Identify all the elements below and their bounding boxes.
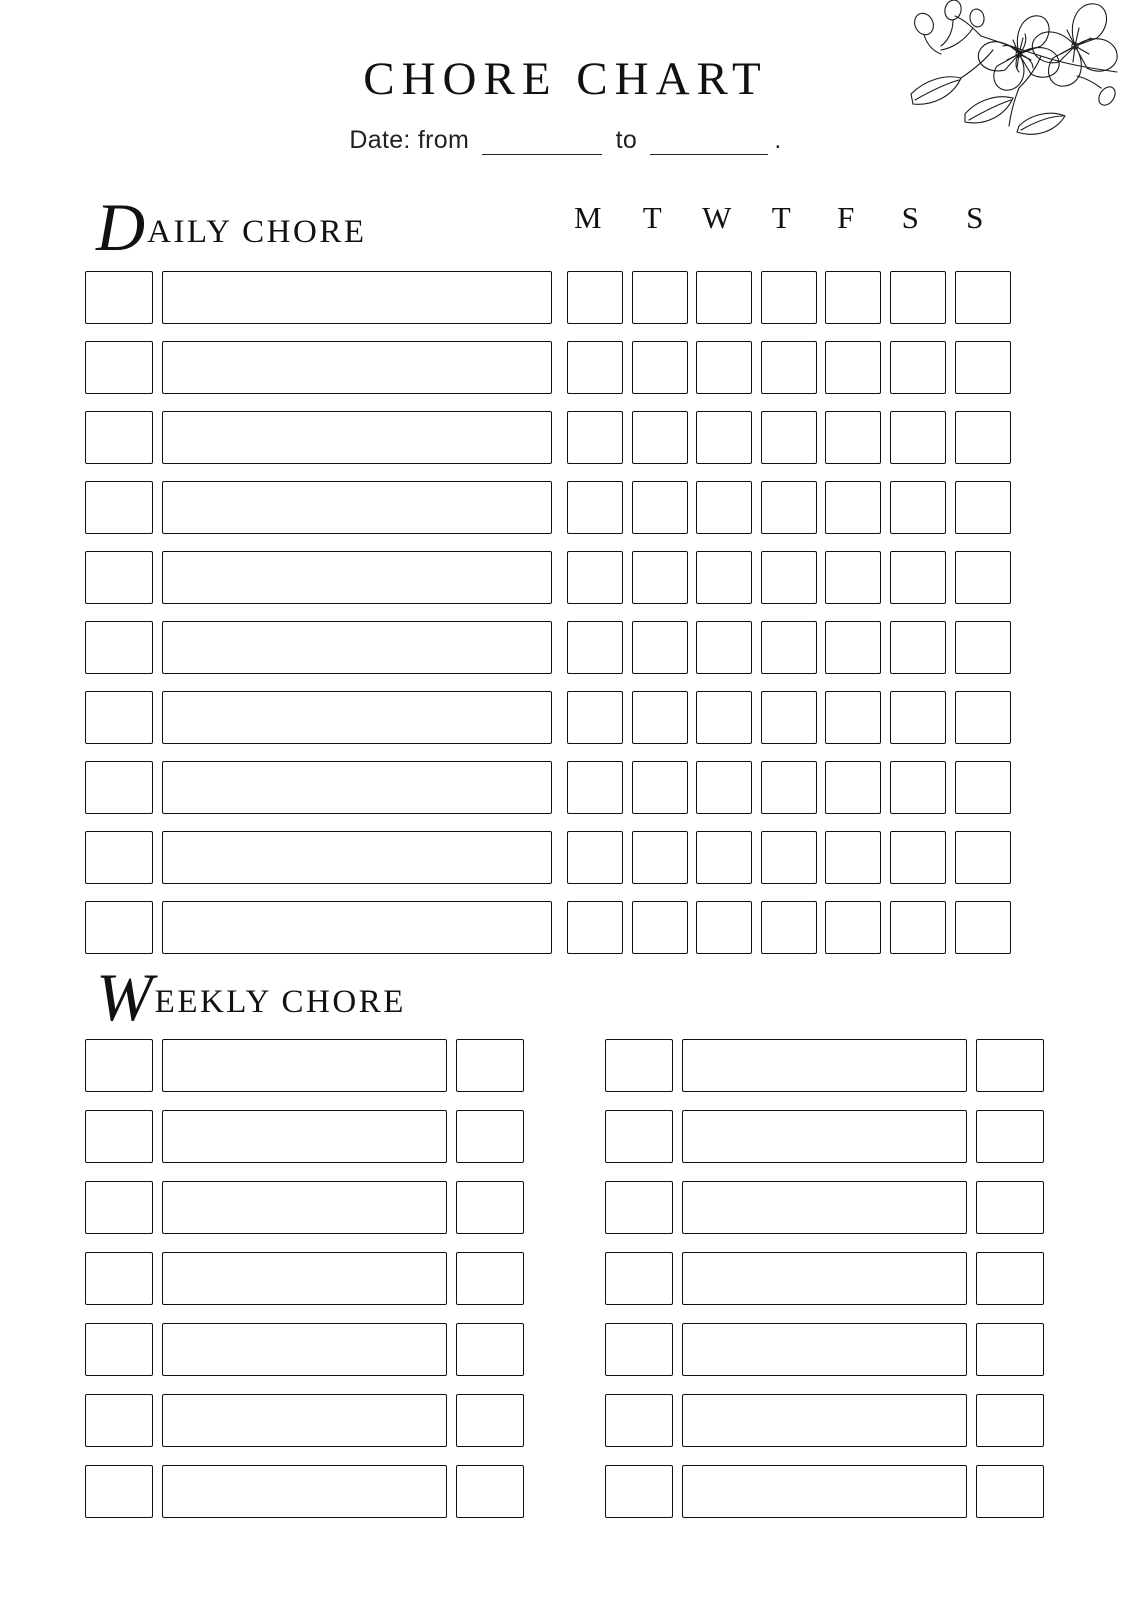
day-letter-header xyxy=(556,200,1008,236)
weekly-row-task-field[interactable] xyxy=(162,1039,447,1092)
daily-row-day-saturday[interactable] xyxy=(890,901,946,954)
weekly-row-done-box[interactable] xyxy=(456,1465,524,1518)
weekly-row-task-field[interactable] xyxy=(162,1323,447,1376)
daily-row-day-saturday[interactable] xyxy=(890,691,946,744)
weekly-column-right xyxy=(605,1030,1045,1527)
table-row xyxy=(85,1243,525,1314)
daily-row-day-thursday[interactable] xyxy=(761,761,817,814)
daily-row-day-tuesday[interactable] xyxy=(632,341,688,394)
daily-row-day-saturday[interactable] xyxy=(890,271,946,324)
table-row xyxy=(85,1385,525,1456)
daily-row-day-wednesday[interactable] xyxy=(696,271,752,324)
daily-row-day-monday[interactable] xyxy=(567,901,623,954)
table-row xyxy=(85,402,1015,472)
daily-row-checkbox[interactable] xyxy=(85,761,153,814)
weekly-row-done-box[interactable] xyxy=(456,1323,524,1376)
weekly-chore-grid xyxy=(85,1030,1045,1527)
weekly-row-checkbox[interactable] xyxy=(85,1394,153,1447)
daily-row-day-wednesday[interactable] xyxy=(696,551,752,604)
weekly-row-task-field[interactable] xyxy=(162,1181,447,1234)
daily-row-task-field[interactable] xyxy=(162,621,552,674)
weekly-row-task-field[interactable] xyxy=(162,1465,447,1518)
weekly-heading-text: EEKLY CHORE xyxy=(154,984,406,1020)
daily-row-checkbox[interactable] xyxy=(85,691,153,744)
daily-row-checkbox[interactable] xyxy=(85,621,153,674)
daily-row-day-tuesday[interactable] xyxy=(632,271,688,324)
weekly-row-task-field[interactable] xyxy=(682,1181,967,1234)
daily-row-day-friday[interactable] xyxy=(825,761,881,814)
weekly-row-done-box[interactable] xyxy=(456,1252,524,1305)
table-row xyxy=(605,1314,1045,1385)
daily-row-day-monday[interactable] xyxy=(567,761,623,814)
weekly-row-task-field[interactable] xyxy=(682,1323,967,1376)
daily-row-day-wednesday[interactable] xyxy=(696,831,752,884)
daily-row-day-monday[interactable] xyxy=(567,411,623,464)
weekly-row-done-box[interactable] xyxy=(456,1394,524,1447)
table-row xyxy=(85,682,1015,752)
weekly-row-done-box[interactable] xyxy=(976,1110,1044,1163)
daily-row-checkbox[interactable] xyxy=(85,481,153,534)
weekly-row-task-field[interactable] xyxy=(162,1110,447,1163)
daily-row-day-sunday[interactable] xyxy=(955,551,1011,604)
table-row xyxy=(605,1243,1045,1314)
daily-row-day-wednesday[interactable] xyxy=(696,691,752,744)
daily-row-day-thursday[interactable] xyxy=(761,831,817,884)
daily-row-day-friday[interactable] xyxy=(825,341,881,394)
daily-row-day-friday[interactable] xyxy=(825,691,881,744)
weekly-row-task-field[interactable] xyxy=(682,1394,967,1447)
day-letter-thursday: T xyxy=(771,200,792,235)
daily-chore-heading xyxy=(96,189,367,265)
daily-row-day-thursday[interactable] xyxy=(761,901,817,954)
date-to-field[interactable] xyxy=(650,134,768,155)
cherry-blossom-branch-icon xyxy=(869,0,1119,154)
daily-row-day-saturday[interactable] xyxy=(890,341,946,394)
table-row xyxy=(85,332,1015,402)
daily-row-checkbox[interactable] xyxy=(85,271,153,324)
weekly-row-done-box[interactable] xyxy=(976,1039,1044,1092)
daily-row-day-friday[interactable] xyxy=(825,411,881,464)
daily-heading-text: AILY CHORE xyxy=(147,214,367,250)
date-middle-label: to xyxy=(615,126,638,154)
daily-row-day-saturday[interactable] xyxy=(890,621,946,674)
daily-row-day-sunday[interactable] xyxy=(955,901,1011,954)
daily-row-day-monday[interactable] xyxy=(567,831,623,884)
daily-row-day-saturday[interactable] xyxy=(890,481,946,534)
daily-row-day-sunday[interactable] xyxy=(955,621,1011,674)
daily-row-day-saturday[interactable] xyxy=(890,761,946,814)
daily-row-task-field[interactable] xyxy=(162,691,552,744)
daily-row-task-field[interactable] xyxy=(162,271,552,324)
daily-row-day-tuesday[interactable] xyxy=(632,481,688,534)
daily-row-day-monday[interactable] xyxy=(567,341,623,394)
daily-row-day-sunday[interactable] xyxy=(955,341,1011,394)
weekly-row-checkbox[interactable] xyxy=(85,1110,153,1163)
day-letter-saturday: S xyxy=(901,200,920,235)
weekly-row-done-box[interactable] xyxy=(976,1252,1044,1305)
day-letter-wednesday: W xyxy=(702,200,733,235)
daily-row-day-saturday[interactable] xyxy=(890,831,946,884)
table-row xyxy=(85,752,1015,822)
table-row xyxy=(85,1314,525,1385)
daily-row-task-field[interactable] xyxy=(162,481,552,534)
weekly-row-task-field[interactable] xyxy=(682,1252,967,1305)
day-letter-friday: F xyxy=(837,200,856,235)
daily-row-day-thursday[interactable] xyxy=(761,691,817,744)
weekly-row-task-field[interactable] xyxy=(682,1465,967,1518)
daily-row-task-field[interactable] xyxy=(162,831,552,884)
weekly-row-checkbox[interactable] xyxy=(85,1252,153,1305)
daily-row-day-tuesday[interactable] xyxy=(632,761,688,814)
daily-row-day-friday[interactable] xyxy=(825,551,881,604)
table-row xyxy=(85,892,1015,962)
daily-row-day-friday[interactable] xyxy=(825,901,881,954)
weekly-row-task-field[interactable] xyxy=(162,1252,447,1305)
weekly-row-checkbox[interactable] xyxy=(605,1181,673,1234)
daily-row-day-sunday[interactable] xyxy=(955,271,1011,324)
daily-row-day-wednesday[interactable] xyxy=(696,341,752,394)
daily-row-day-tuesday[interactable] xyxy=(632,691,688,744)
daily-row-day-wednesday[interactable] xyxy=(696,621,752,674)
daily-row-day-thursday[interactable] xyxy=(761,271,817,324)
weekly-row-checkbox[interactable] xyxy=(85,1181,153,1234)
table-row xyxy=(85,542,1015,612)
daily-row-day-sunday[interactable] xyxy=(955,481,1011,534)
daily-row-day-thursday[interactable] xyxy=(761,551,817,604)
daily-row-day-tuesday[interactable] xyxy=(632,411,688,464)
page-title: CHORE CHART xyxy=(363,53,768,105)
weekly-row-done-box[interactable] xyxy=(976,1394,1044,1447)
daily-row-day-thursday[interactable] xyxy=(761,411,817,464)
weekly-row-checkbox[interactable] xyxy=(605,1465,673,1518)
daily-row-day-monday[interactable] xyxy=(567,481,623,534)
table-row xyxy=(85,1101,525,1172)
daily-row-checkbox[interactable] xyxy=(85,901,153,954)
weekly-row-checkbox[interactable] xyxy=(85,1323,153,1376)
table-row xyxy=(605,1385,1045,1456)
daily-row-day-wednesday[interactable] xyxy=(696,901,752,954)
weekly-row-checkbox[interactable] xyxy=(605,1110,673,1163)
table-row xyxy=(605,1172,1045,1243)
daily-row-day-monday[interactable] xyxy=(567,551,623,604)
daily-row-day-thursday[interactable] xyxy=(761,341,817,394)
daily-row-day-friday[interactable] xyxy=(825,621,881,674)
table-row xyxy=(85,1030,525,1101)
table-row xyxy=(85,472,1015,542)
daily-row-day-wednesday[interactable] xyxy=(696,481,752,534)
weekly-row-done-box[interactable] xyxy=(456,1110,524,1163)
weekly-row-checkbox[interactable] xyxy=(85,1465,153,1518)
weekly-row-task-field[interactable] xyxy=(682,1039,967,1092)
table-row xyxy=(85,262,1015,332)
date-from-field[interactable] xyxy=(482,134,602,155)
daily-row-day-monday[interactable] xyxy=(567,691,623,744)
table-row xyxy=(605,1456,1045,1527)
weekly-row-task-field[interactable] xyxy=(682,1110,967,1163)
daily-row-day-saturday[interactable] xyxy=(890,411,946,464)
weekly-heading-initial: W xyxy=(96,959,153,1035)
table-row xyxy=(605,1030,1045,1101)
weekly-row-checkbox[interactable] xyxy=(605,1323,673,1376)
daily-row-task-field[interactable] xyxy=(162,551,552,604)
weekly-row-checkbox[interactable] xyxy=(605,1039,673,1092)
daily-row-day-thursday[interactable] xyxy=(761,621,817,674)
daily-row-day-sunday[interactable] xyxy=(955,691,1011,744)
weekly-row-checkbox[interactable] xyxy=(605,1394,673,1447)
daily-chore-grid xyxy=(85,262,1015,962)
daily-row-task-field[interactable] xyxy=(162,761,552,814)
table-row xyxy=(85,822,1015,892)
day-letter-tuesday: T xyxy=(642,200,663,235)
daily-row-day-thursday[interactable] xyxy=(761,481,817,534)
weekly-row-done-box[interactable] xyxy=(976,1465,1044,1518)
daily-row-checkbox[interactable] xyxy=(85,341,153,394)
daily-row-day-sunday[interactable] xyxy=(955,761,1011,814)
daily-row-day-sunday[interactable] xyxy=(955,831,1011,884)
daily-row-day-friday[interactable] xyxy=(825,481,881,534)
daily-row-checkbox[interactable] xyxy=(85,551,153,604)
daily-row-checkbox[interactable] xyxy=(85,411,153,464)
daily-row-day-tuesday[interactable] xyxy=(632,551,688,604)
daily-row-day-sunday[interactable] xyxy=(955,411,1011,464)
weekly-row-done-box[interactable] xyxy=(456,1039,524,1092)
table-row xyxy=(85,1456,525,1527)
day-letter-sunday: S xyxy=(966,200,985,235)
weekly-row-checkbox[interactable] xyxy=(605,1252,673,1305)
day-letter-monday: M xyxy=(573,200,603,235)
daily-row-day-wednesday[interactable] xyxy=(696,761,752,814)
table-row xyxy=(85,612,1015,682)
date-prefix-label: Date: from xyxy=(349,126,470,154)
daily-row-day-wednesday[interactable] xyxy=(696,411,752,464)
table-row xyxy=(605,1101,1045,1172)
weekly-row-done-box[interactable] xyxy=(976,1181,1044,1234)
weekly-row-done-box[interactable] xyxy=(456,1181,524,1234)
daily-row-day-tuesday[interactable] xyxy=(632,621,688,674)
table-row xyxy=(85,1172,525,1243)
weekly-row-done-box[interactable] xyxy=(976,1323,1044,1376)
daily-row-day-monday[interactable] xyxy=(567,621,623,674)
daily-row-checkbox[interactable] xyxy=(85,831,153,884)
weekly-row-checkbox[interactable] xyxy=(85,1039,153,1092)
daily-row-day-tuesday[interactable] xyxy=(632,901,688,954)
weekly-column-left xyxy=(85,1030,525,1527)
daily-row-task-field[interactable] xyxy=(162,341,552,394)
daily-row-day-saturday[interactable] xyxy=(890,551,946,604)
daily-row-day-friday[interactable] xyxy=(825,831,881,884)
weekly-chore-heading xyxy=(96,959,406,1035)
daily-row-task-field[interactable] xyxy=(162,901,552,954)
daily-row-task-field[interactable] xyxy=(162,411,552,464)
date-suffix-label: . xyxy=(774,126,782,154)
daily-heading-initial: D xyxy=(96,189,146,265)
daily-row-day-tuesday[interactable] xyxy=(632,831,688,884)
weekly-row-task-field[interactable] xyxy=(162,1394,447,1447)
daily-row-day-monday[interactable] xyxy=(567,271,623,324)
daily-row-day-friday[interactable] xyxy=(825,271,881,324)
